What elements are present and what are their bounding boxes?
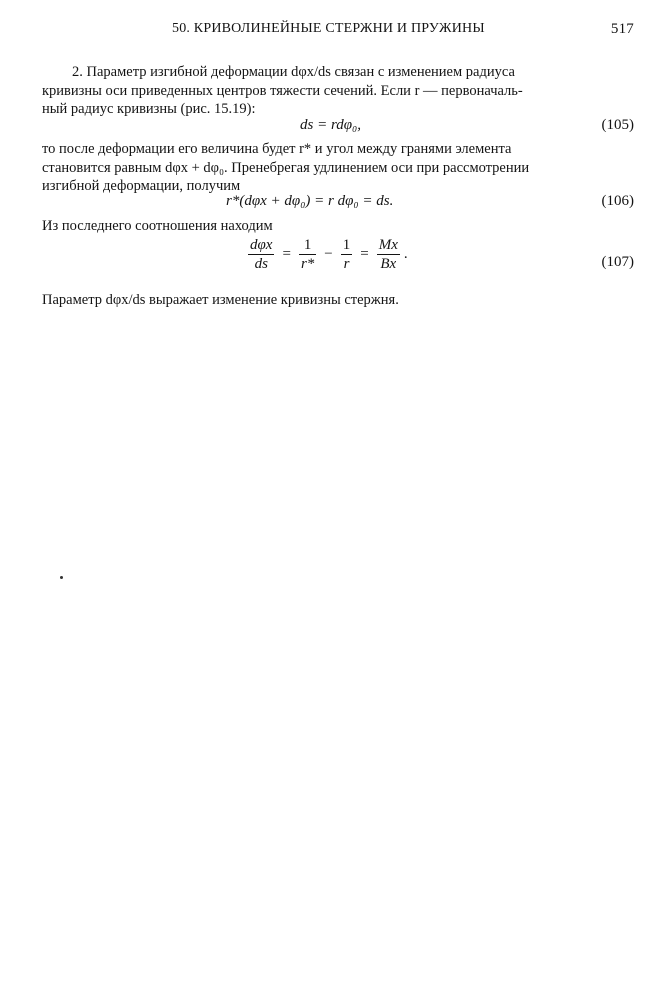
page-number: 517 [610,21,634,37]
denominator: Bx [380,256,397,272]
denominator: r* [300,256,315,272]
equation-107 [0,236,661,286]
text-line: ный радиус кривизны (рис. 15.19): [42,101,256,117]
equals-sign: = [282,245,291,262]
text-line: 2. Параметр изгибной деформации dφx/ds связан с изменением радиуса [72,64,515,80]
text-line: Из последнего соотношения находим [42,218,273,234]
fraction [299,236,316,273]
text-line: то после деформации его величина будет r* и угол между гранями элемента [42,141,512,157]
chapter-title: 50. КРИВОЛИНЕЙНЫЕ СТЕРЖНИ И ПРУЖИНЫ [172,21,485,36]
text-line: кривизны оси приведенных центров тяжести сечений. Если r — первоначаль- [42,82,523,99]
paragraph-1 [42,63,634,119]
denominator: r [343,256,350,272]
paragraph-2 [42,140,634,196]
numerator: 1 [342,237,351,253]
equation-body [244,236,408,273]
minus-sign: − [324,245,333,262]
running-header [0,21,661,41]
fraction [248,236,274,273]
period: . [403,245,408,262]
text-line: Параметр dφx/ds выражает изменение кривизны стержня. [42,292,399,308]
equation-number: (106) [601,193,634,209]
text-line: изгибной деформации, получим [42,178,241,194]
text-line: становится равным dφx + dφ₀. Пренебрегая удлинением оси при рассмотрении [42,159,530,176]
paragraph-4 [42,291,634,310]
equals-sign: = [360,245,369,262]
equation-number: (105) [601,117,634,133]
fraction [341,236,353,273]
numerator: 1 [299,236,316,255]
equation-body: r*(dφx + dφ₀) = r dφ₀ = ds. [226,193,394,209]
print-speck [60,576,63,579]
numerator: Mx [378,237,398,253]
equation-number: (107) [601,254,634,270]
fraction [377,236,400,273]
equation-body: ds = rdφ₀, [300,117,362,133]
numerator: dφx [250,237,273,253]
denominator: ds [254,256,268,272]
paragraph-3 [42,217,634,236]
